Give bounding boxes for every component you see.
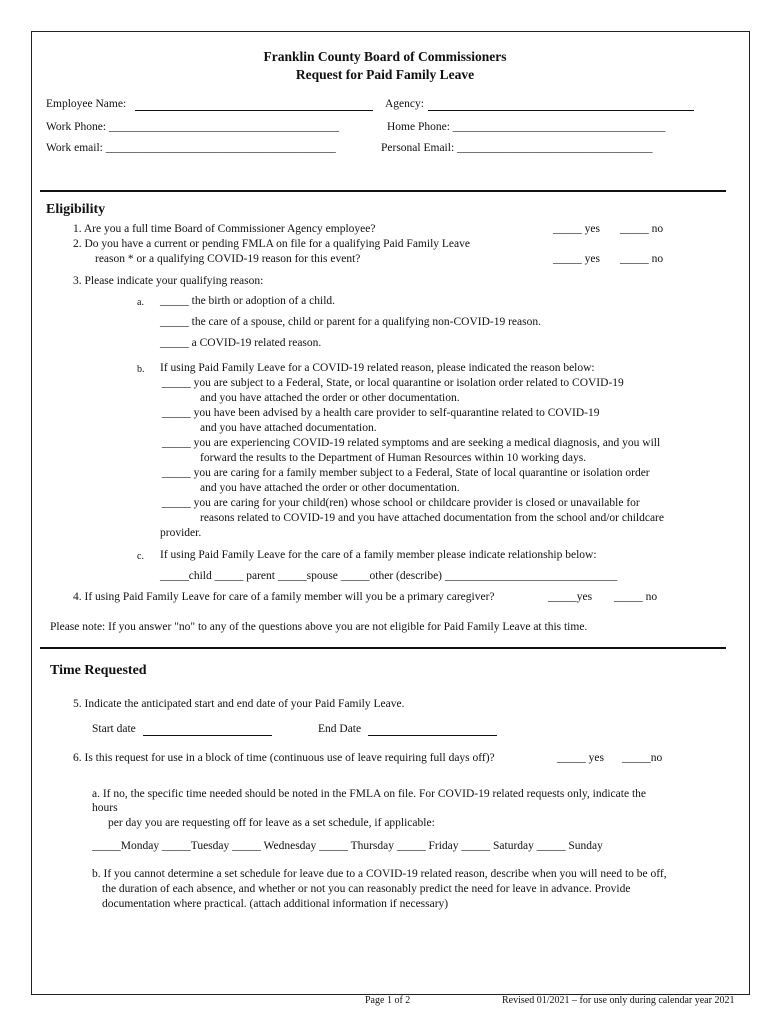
- covid-reason-school-closed-cont: reasons related to COVID-19 and you have attached documentation from the school and/or childcare: [200, 512, 664, 524]
- time-requested-heading: Time Requested: [50, 663, 147, 678]
- page-number: Page 1 of 2: [365, 995, 411, 1006]
- schedule-instructions-end: per day you are requesting off for leave as a set schedule, if applicable:: [108, 817, 435, 829]
- q4-yes-option[interactable]: _____yes: [548, 591, 593, 603]
- covid-reason-family-member-cont: and you have attached the order or other documentation.: [200, 482, 460, 494]
- question-1: 1. Are you a full time Board of Commissioner Agency employee?: [73, 223, 376, 235]
- q6-no-option[interactable]: _____no: [622, 752, 663, 764]
- work-phone-field[interactable]: Work Phone: ________________________________________: [46, 121, 339, 133]
- q1-yes-option[interactable]: _____ yes: [553, 223, 600, 235]
- reason-care-non-covid[interactable]: _____ the care of a spouse, child or parent for a qualifying non-COVID-19 reason.: [160, 316, 541, 328]
- question-6: 6. Is this request for use in a block of time (continuous use of leave requiring full days off)?: [73, 752, 495, 764]
- revision-note: Revised 01/2021 – for use only during calendar year 2021: [502, 995, 735, 1006]
- covid-reason-family-member[interactable]: _____ you are caring for a family member subject to a Federal, State of local quarantine or isolation order: [162, 467, 650, 479]
- reason-covid[interactable]: _____ a COVID-19 related reason.: [160, 337, 322, 349]
- covid-reason-quarantine-cont: and you have attached the order or other documentation.: [200, 392, 460, 404]
- home-phone-field[interactable]: Home Phone: _____________________________________: [387, 121, 666, 133]
- form-subtitle: Request for Paid Family Leave: [295, 67, 475, 82]
- option-c-label: c.: [137, 551, 144, 562]
- schedule-instructions: a. If no, the specific time needed should be noted in the FMLA on file. For COVID-19 related requests only, indicate the: [92, 788, 646, 800]
- option-b-label: b.: [137, 364, 145, 375]
- relationship-options[interactable]: _____child _____ parent _____spouse _____other (describe) ______________________________: [160, 570, 618, 582]
- employee-name-field[interactable]: [135, 110, 373, 111]
- covid-reason-school-closed-end: provider.: [160, 527, 202, 539]
- schedule-instructions-cont: hours: [92, 802, 118, 814]
- covid-reason-symptoms-cont: forward the results to the Department of Human Resources within 10 working days.: [200, 452, 587, 464]
- agency-label: Agency:: [385, 98, 424, 110]
- question-2-cont: reason * or a qualifying COVID-19 reason for this event?: [95, 253, 361, 265]
- q4-no-option[interactable]: _____ no: [614, 591, 658, 603]
- unpredictable-leave-instructions-cont: the duration of each absence, and whether or not you can reasonably predict the need for leave in advance. Provide: [102, 883, 631, 895]
- end-date-label: End Date: [318, 723, 362, 735]
- question-3: 3. Please indicate your qualifying reason:: [73, 275, 264, 287]
- question-4: 4. If using Paid Family Leave for care of a family member will you be a primary caregiver?: [73, 591, 495, 603]
- option-a-label: a.: [137, 297, 144, 308]
- eligibility-note: Please note: If you answer "no" to any of the questions above you are not eligible for Paid Family Leave at this time.: [50, 621, 588, 633]
- question-2: 2. Do you have a current or pending FMLA on file for a qualifying Paid Family Leave: [73, 238, 470, 250]
- form-title: Franklin County Board of Commissioners: [263, 49, 507, 64]
- unpredictable-leave-instructions-end: documentation where practical. (attach additional information if necessary): [102, 898, 449, 910]
- covid-reason-quarantine[interactable]: _____ you are subject to a Federal, State, or local quarantine or isolation order related to COVID-19: [162, 377, 624, 389]
- covid-reason-symptoms[interactable]: _____ you are experiencing COVID-19 related symptoms and are seeking a medical diagnosis, and you will: [162, 437, 661, 449]
- weekday-options[interactable]: _____Monday _____Tuesday _____ Wednesday _____ Thursday _____ Friday _____ Saturday _____ Sunday: [92, 840, 603, 852]
- personal-email-field[interactable]: Personal Email: __________________________________: [381, 142, 653, 154]
- start-date-field[interactable]: [143, 735, 272, 736]
- covid-reason-school-closed[interactable]: _____ you are caring for your child(ren) whose school or childcare provider is closed or unavailable for: [162, 497, 640, 509]
- agency-field[interactable]: [428, 110, 694, 111]
- reason-birth-adoption[interactable]: _____ the birth or adoption of a child.: [160, 295, 336, 307]
- employee-name-label: Employee Name:: [46, 98, 127, 110]
- relationship-intro: If using Paid Family Leave for the care of a family member please indicate relationship below:: [160, 549, 597, 561]
- q2-no-option[interactable]: _____ no: [620, 253, 664, 265]
- section-divider: [40, 190, 726, 192]
- work-email-field[interactable]: Work email: ________________________________________: [46, 142, 336, 154]
- unpredictable-leave-instructions: b. If you cannot determine a set schedule for leave due to a COVID-19 related reason, describe when you will need to be off,: [92, 868, 667, 880]
- q2-yes-option[interactable]: _____ yes: [553, 253, 600, 265]
- section-divider: [40, 647, 726, 649]
- q1-no-option[interactable]: _____ no: [620, 223, 664, 235]
- q6-yes-option[interactable]: _____ yes: [557, 752, 604, 764]
- question-5: 5. Indicate the anticipated start and end date of your Paid Family Leave.: [73, 698, 405, 710]
- covid-reason-self-quarantine-cont: and you have attached documentation.: [200, 422, 377, 434]
- covid-reason-intro: If using Paid Family Leave for a COVID-19 related reason, please indicated the reason below:: [160, 362, 595, 374]
- covid-reason-self-quarantine[interactable]: _____ you have been advised by a health care provider to self-quarantine related to COVID-19: [162, 407, 600, 419]
- end-date-field[interactable]: [368, 735, 497, 736]
- start-date-label: Start date: [92, 723, 136, 735]
- eligibility-heading: Eligibility: [46, 202, 106, 217]
